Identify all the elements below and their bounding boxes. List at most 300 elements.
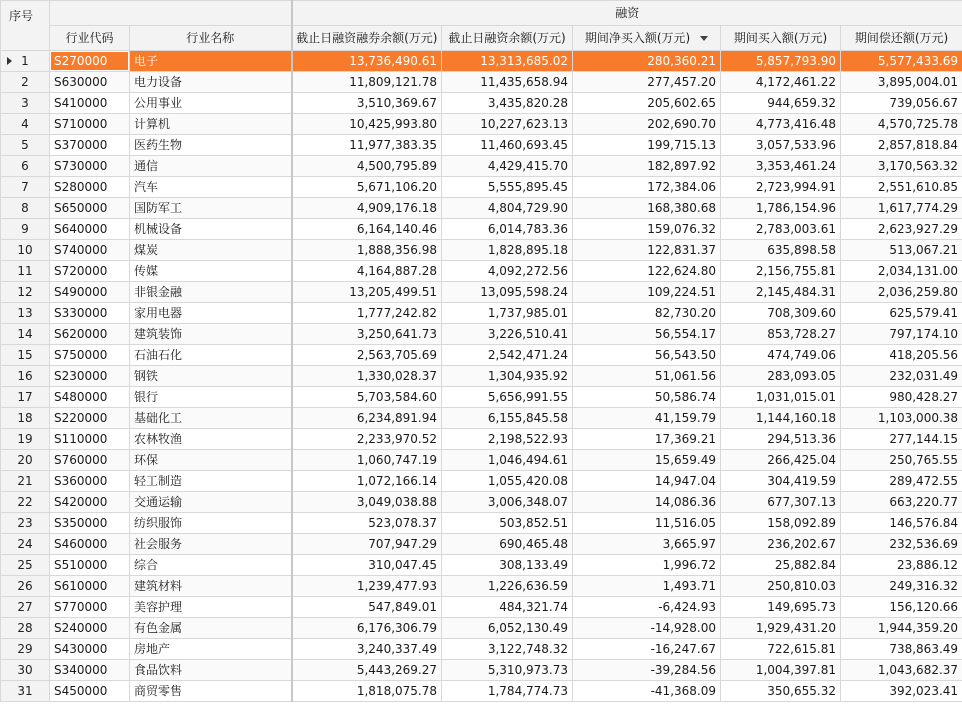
buy-amount-cell[interactable]: 635,898.58 [721,240,841,261]
row-number-cell[interactable] [1,72,50,93]
net-buy-cell[interactable]: 122,831.37 [573,240,721,261]
industry-code-cell[interactable]: S750000 [50,345,130,366]
financing-balance-cell[interactable]: 2,198,522.93 [442,429,573,450]
row-number-cell[interactable] [1,282,50,303]
buy-amount-cell[interactable]: 677,307.13 [721,492,841,513]
buy-amount-cell[interactable]: 2,156,755.81 [721,261,841,282]
financing-balance-cell[interactable]: 1,828,895.18 [442,240,573,261]
net-buy-cell[interactable]: 14,086.36 [573,492,721,513]
row-number-cell[interactable] [1,345,50,366]
net-buy-cell[interactable]: 17,369.21 [573,429,721,450]
margin-balance-cell[interactable]: 1,777,242.82 [292,303,442,324]
table-row[interactable] [1,324,962,345]
row-number-cell[interactable] [1,408,50,429]
margin-balance-cell[interactable]: 11,809,121.78 [292,72,442,93]
row-number-cell[interactable] [1,639,50,660]
industry-code-cell[interactable]: S640000 [50,219,130,240]
buy-amount-cell[interactable]: 1,144,160.18 [721,408,841,429]
repay-amount-cell[interactable]: 3,170,563.32 [841,156,962,177]
industry-name-cell[interactable]: 煤炭 [130,240,292,261]
margin-balance-cell[interactable]: 10,425,993.80 [292,114,442,135]
table-row[interactable] [1,618,962,639]
table-row[interactable] [1,135,962,156]
net-buy-cell[interactable]: -6,424.93 [573,597,721,618]
table-row[interactable] [1,387,962,408]
column-header-industry-code[interactable]: 行业代码 [50,26,130,51]
buy-amount-cell[interactable]: 304,419.59 [721,471,841,492]
margin-balance-cell[interactable]: 310,047.45 [292,555,442,576]
repay-amount-cell[interactable]: 1,944,359.20 [841,618,962,639]
industry-code-cell[interactable]: S350000 [50,513,130,534]
financing-balance-cell[interactable]: 13,313,685.02 [442,51,573,72]
financing-balance-cell[interactable]: 4,092,272.56 [442,261,573,282]
industry-code-cell[interactable]: S410000 [50,93,130,114]
financing-balance-cell[interactable]: 308,133.49 [442,555,573,576]
industry-name-cell[interactable]: 计算机 [130,114,292,135]
row-number-cell[interactable] [1,177,50,198]
table-row[interactable] [1,471,962,492]
net-buy-cell[interactable]: 172,384.06 [573,177,721,198]
repay-amount-cell[interactable]: 1,103,000.38 [841,408,962,429]
row-number-cell[interactable] [1,366,50,387]
net-buy-cell[interactable]: 122,624.80 [573,261,721,282]
buy-amount-cell[interactable]: 25,882.84 [721,555,841,576]
row-number: 24 [17,537,33,551]
net-buy-cell[interactable]: 202,690.70 [573,114,721,135]
repay-amount-cell[interactable]: 663,220.77 [841,492,962,513]
financing-balance-cell[interactable]: 2,542,471.24 [442,345,573,366]
buy-amount-cell[interactable]: 158,092.89 [721,513,841,534]
industry-code-cell[interactable]: S610000 [50,576,130,597]
industry-name-cell[interactable]: 非银金融 [130,282,292,303]
industry-code-cell[interactable]: S760000 [50,450,130,471]
buy-amount-cell[interactable]: 1,929,431.20 [721,618,841,639]
industry-code-cell[interactable]: S220000 [50,408,130,429]
row-number: 6 [21,159,29,173]
net-buy-cell[interactable]: 1,996.72 [573,555,721,576]
repay-amount-cell[interactable]: 1,043,682.37 [841,660,962,681]
table-row[interactable] [1,576,962,597]
row-number: 19 [17,432,33,446]
buy-amount-cell[interactable]: 853,728.27 [721,324,841,345]
table-row[interactable] [1,366,962,387]
buy-amount-cell[interactable]: 2,783,003.61 [721,219,841,240]
financing-balance-cell[interactable]: 503,852.51 [442,513,573,534]
financing-balance-cell[interactable]: 6,052,130.49 [442,618,573,639]
financing-balance-cell[interactable]: 3,006,348.07 [442,492,573,513]
industry-name-cell[interactable]: 电力设备 [130,72,292,93]
net-buy-cell[interactable]: 56,543.50 [573,345,721,366]
table-row[interactable] [1,450,962,471]
financing-balance-cell[interactable]: 6,014,783.36 [442,219,573,240]
sort-descending-icon[interactable] [700,36,708,41]
row-number: 20 [17,453,33,467]
table-row[interactable] [1,261,962,282]
industry-name-cell[interactable]: 建筑装饰 [130,324,292,345]
industry-name-cell[interactable]: 传媒 [130,261,292,282]
margin-balance-cell[interactable]: 1,239,477.93 [292,576,442,597]
margin-balance-cell[interactable]: 1,818,075.78 [292,681,442,702]
financing-balance-cell[interactable]: 3,435,820.28 [442,93,573,114]
financing-balance-cell[interactable]: 11,435,658.94 [442,72,573,93]
row-number-cell[interactable] [1,198,50,219]
industry-name-cell[interactable]: 商贸零售 [130,681,292,702]
industry-name-cell[interactable]: 美容护理 [130,597,292,618]
net-buy-cell[interactable]: 11,516.05 [573,513,721,534]
margin-balance-cell[interactable]: 6,176,306.79 [292,618,442,639]
net-buy-cell[interactable]: 109,224.51 [573,282,721,303]
repay-amount-cell[interactable]: 289,472.55 [841,471,962,492]
net-buy-cell[interactable]: 1,493.71 [573,576,721,597]
repay-amount-cell[interactable]: 2,623,927.29 [841,219,962,240]
repay-amount-cell[interactable]: 3,895,004.01 [841,72,962,93]
margin-balance-cell[interactable]: 4,909,176.18 [292,198,442,219]
financing-balance-cell[interactable]: 4,804,729.90 [442,198,573,219]
financing-balance-cell[interactable]: 1,737,985.01 [442,303,573,324]
row-number-cell[interactable] [1,135,50,156]
buy-amount-cell[interactable]: 149,695.73 [721,597,841,618]
row-number-cell[interactable] [1,93,50,114]
buy-amount-cell[interactable]: 944,659.32 [721,93,841,114]
financing-balance-cell[interactable]: 13,095,598.24 [442,282,573,303]
repay-amount-cell[interactable]: 23,886.12 [841,555,962,576]
margin-balance-cell[interactable]: 3,049,038.88 [292,492,442,513]
financing-balance-cell[interactable]: 5,656,991.55 [442,387,573,408]
repay-amount-cell[interactable]: 2,857,818.84 [841,135,962,156]
row-number-cell[interactable] [1,219,50,240]
table-row[interactable] [1,597,962,618]
buy-amount-cell[interactable]: 722,615.81 [721,639,841,660]
net-buy-cell[interactable]: 14,947.04 [573,471,721,492]
table-row[interactable] [1,492,962,513]
row-number-cell[interactable] [1,534,50,555]
industry-name-cell[interactable]: 有色金属 [130,618,292,639]
row-number-cell[interactable] [1,114,50,135]
row-number-cell[interactable] [1,576,50,597]
net-buy-cell[interactable]: 15,659.49 [573,450,721,471]
column-header-buy-amount[interactable]: 期间买入额(万元) [721,26,841,51]
column-header-repay-amount[interactable]: 期间偿还额(万元) [841,26,962,51]
buy-amount-cell[interactable]: 2,145,484.31 [721,282,841,303]
margin-balance-cell[interactable]: 5,443,269.27 [292,660,442,681]
row-number-cell[interactable] [1,597,50,618]
industry-code-cell[interactable]: S650000 [50,198,130,219]
table-row[interactable] [1,219,962,240]
net-buy-cell[interactable]: 205,602.65 [573,93,721,114]
margin-balance-cell[interactable]: 547,849.01 [292,597,442,618]
industry-code-cell[interactable]: S620000 [50,324,130,345]
industry-name-cell[interactable]: 石油石化 [130,345,292,366]
row-number-cell[interactable] [1,240,50,261]
row-number-cell[interactable] [1,429,50,450]
industry-name-cell[interactable]: 农林牧渔 [130,429,292,450]
header-spacer [50,1,292,26]
repay-amount-cell[interactable]: 146,576.84 [841,513,962,534]
seq-column-header[interactable]: 序号 [1,1,50,51]
industry-code-cell[interactable]: S490000 [50,282,130,303]
row-number: 12 [17,285,33,299]
industry-code-cell[interactable]: S430000 [50,639,130,660]
net-buy-cell[interactable]: 168,380.68 [573,198,721,219]
industry-code-cell[interactable]: S340000 [50,660,130,681]
buy-amount-cell[interactable]: 250,810.03 [721,576,841,597]
margin-balance-cell[interactable]: 523,078.37 [292,513,442,534]
row-number: 22 [17,495,33,509]
net-buy-cell[interactable]: 199,715.13 [573,135,721,156]
industry-code-cell[interactable]: S270000 [50,51,130,72]
industry-name-cell[interactable]: 综合 [130,555,292,576]
table-row[interactable] [1,51,962,72]
repay-amount-cell[interactable]: 738,863.49 [841,639,962,660]
margin-balance-cell[interactable]: 3,250,641.73 [292,324,442,345]
margin-balance-cell[interactable]: 6,164,140.46 [292,219,442,240]
table-row[interactable] [1,429,962,450]
financing-balance-cell[interactable]: 3,122,748.32 [442,639,573,660]
buy-amount-cell[interactable]: 1,004,397.81 [721,660,841,681]
industry-name-cell[interactable]: 通信 [130,156,292,177]
table-row[interactable] [1,534,962,555]
industry-code-cell[interactable]: S110000 [50,429,130,450]
net-buy-cell[interactable]: 82,730.20 [573,303,721,324]
industry-code-cell[interactable]: S360000 [50,471,130,492]
buy-amount-cell[interactable]: 266,425.04 [721,450,841,471]
net-buy-cell[interactable]: 3,665.97 [573,534,721,555]
industry-code-cell[interactable]: S280000 [50,177,130,198]
row-number: 28 [17,621,33,635]
net-buy-cell[interactable]: 56,554.17 [573,324,721,345]
industry-code-cell[interactable]: S450000 [50,681,130,702]
industry-code-cell[interactable]: S240000 [50,618,130,639]
margin-balance-cell[interactable]: 13,205,499.51 [292,282,442,303]
buy-amount-cell[interactable]: 236,202.67 [721,534,841,555]
margin-balance-cell[interactable]: 3,510,369.67 [292,93,442,114]
industry-code-cell[interactable]: S480000 [50,387,130,408]
financing-balance-cell[interactable]: 1,304,935.92 [442,366,573,387]
buy-amount-cell[interactable]: 5,857,793.90 [721,51,841,72]
industry-name-cell[interactable]: 社会服务 [130,534,292,555]
repay-amount-cell[interactable]: 249,316.32 [841,576,962,597]
industry-name-cell[interactable]: 公用事业 [130,93,292,114]
industry-name-cell[interactable]: 纺织服饰 [130,513,292,534]
row-number-cell[interactable] [1,681,50,702]
industry-name-cell[interactable]: 环保 [130,450,292,471]
row-number-cell[interactable] [1,387,50,408]
row-number-cell[interactable] [1,618,50,639]
industry-name-cell[interactable]: 食品饮料 [130,660,292,681]
repay-amount-cell[interactable]: 232,031.49 [841,366,962,387]
margin-balance-cell[interactable]: 5,703,584.60 [292,387,442,408]
table-row[interactable] [1,240,962,261]
financing-balance-cell[interactable]: 5,555,895.45 [442,177,573,198]
row-number-cell[interactable] [1,513,50,534]
table-row[interactable] [1,345,962,366]
column-header-financing-balance[interactable]: 截止日融资余额(万元) [442,26,573,51]
column-header-margin-balance[interactable]: 截止日融资融券余额(万元) [292,26,442,51]
repay-amount-cell[interactable]: 2,551,610.85 [841,177,962,198]
row-number: 1 [21,54,29,68]
financing-balance-cell[interactable]: 4,429,415.70 [442,156,573,177]
repay-amount-cell[interactable]: 797,174.10 [841,324,962,345]
row-number-cell[interactable] [1,555,50,576]
table-row[interactable] [1,555,962,576]
margin-balance-cell[interactable]: 6,234,891.94 [292,408,442,429]
repay-amount-cell[interactable]: 625,579.41 [841,303,962,324]
financing-balance-cell[interactable]: 1,784,774.73 [442,681,573,702]
industry-code-cell[interactable]: S420000 [50,492,130,513]
buy-amount-cell[interactable]: 2,723,994.91 [721,177,841,198]
margin-balance-cell[interactable]: 707,947.29 [292,534,442,555]
industry-name-cell[interactable]: 房地产 [130,639,292,660]
margin-balance-cell[interactable]: 13,736,490.61 [292,51,442,72]
financing-balance-cell[interactable]: 1,046,494.61 [442,450,573,471]
industry-name-cell[interactable]: 建筑材料 [130,576,292,597]
industry-code-cell[interactable]: S330000 [50,303,130,324]
net-buy-cell[interactable]: 50,586.74 [573,387,721,408]
margin-balance-cell[interactable]: 1,888,356.98 [292,240,442,261]
table-row[interactable] [1,198,962,219]
buy-amount-cell[interactable]: 708,309.60 [721,303,841,324]
industry-name-cell[interactable]: 轻工制造 [130,471,292,492]
margin-balance-cell[interactable]: 5,671,106.20 [292,177,442,198]
industry-code-cell[interactable]: S460000 [50,534,130,555]
margin-balance-cell[interactable]: 3,240,337.49 [292,639,442,660]
table-row[interactable] [1,114,962,135]
repay-amount-cell[interactable]: 739,056.67 [841,93,962,114]
row-number-cell[interactable] [1,324,50,345]
row-number-cell[interactable] [1,261,50,282]
industry-name-cell[interactable]: 交通运输 [130,492,292,513]
repay-amount-cell[interactable]: 513,067.21 [841,240,962,261]
financing-balance-cell[interactable]: 484,321.74 [442,597,573,618]
column-header-net-buy[interactable] [573,26,721,51]
repay-amount-cell[interactable]: 277,144.15 [841,429,962,450]
margin-balance-cell[interactable]: 1,072,166.14 [292,471,442,492]
buy-amount-cell[interactable]: 4,773,416.48 [721,114,841,135]
margin-balance-cell[interactable]: 2,563,705.69 [292,345,442,366]
industry-name-cell[interactable]: 机械设备 [130,219,292,240]
industry-code-cell[interactable]: S630000 [50,72,130,93]
repay-amount-cell[interactable]: 232,536.69 [841,534,962,555]
table-row[interactable] [1,156,962,177]
row-number-cell[interactable] [1,492,50,513]
table-row[interactable] [1,639,962,660]
repay-amount-cell[interactable]: 5,577,433.69 [841,51,962,72]
financing-balance-cell[interactable]: 690,465.48 [442,534,573,555]
financing-balance-cell[interactable]: 6,155,845.58 [442,408,573,429]
repay-amount-cell[interactable]: 156,120.66 [841,597,962,618]
row-number-cell[interactable] [1,660,50,681]
column-header-industry-name[interactable]: 行业名称 [130,26,292,51]
margin-balance-cell[interactable]: 11,977,383.35 [292,135,442,156]
row-number-cell[interactable] [1,450,50,471]
industry-name-cell[interactable]: 医药生物 [130,135,292,156]
repay-amount-cell[interactable]: 4,570,725.78 [841,114,962,135]
row-number-cell[interactable] [1,156,50,177]
repay-amount-cell[interactable]: 392,023.41 [841,681,962,702]
buy-amount-cell[interactable]: 4,172,461.22 [721,72,841,93]
buy-amount-cell[interactable]: 1,786,154.96 [721,198,841,219]
industry-code-cell[interactable]: S770000 [50,597,130,618]
row-number: 5 [21,138,29,152]
table-row[interactable] [1,681,962,702]
net-buy-cell[interactable]: 277,457.20 [573,72,721,93]
industry-code-cell[interactable]: S710000 [50,114,130,135]
table-row[interactable] [1,660,962,681]
net-buy-cell[interactable]: -41,368.09 [573,681,721,702]
buy-amount-cell[interactable]: 3,353,461.24 [721,156,841,177]
margin-balance-cell[interactable]: 2,233,970.52 [292,429,442,450]
table-row[interactable] [1,303,962,324]
buy-amount-cell[interactable]: 1,031,015.01 [721,387,841,408]
row-number-cell[interactable] [1,51,50,72]
financing-balance-cell[interactable]: 1,055,420.08 [442,471,573,492]
row-number-cell[interactable] [1,471,50,492]
net-buy-cell[interactable]: 159,076.32 [573,219,721,240]
industry-code-cell[interactable]: S510000 [50,555,130,576]
net-buy-cell[interactable]: -14,928.00 [573,618,721,639]
margin-balance-cell[interactable]: 1,330,028.37 [292,366,442,387]
financing-balance-cell[interactable]: 11,460,693.45 [442,135,573,156]
net-buy-cell[interactable]: 51,061.56 [573,366,721,387]
buy-amount-cell[interactable]: 283,093.05 [721,366,841,387]
repay-amount-cell[interactable]: 980,428.27 [841,387,962,408]
industry-name-cell[interactable]: 基础化工 [130,408,292,429]
industry-name-cell[interactable]: 汽车 [130,177,292,198]
margin-balance-cell[interactable]: 1,060,747.19 [292,450,442,471]
industry-code-cell[interactable]: S370000 [50,135,130,156]
row-number-cell[interactable] [1,303,50,324]
margin-balance-cell[interactable]: 4,500,795.89 [292,156,442,177]
industry-name-cell[interactable]: 国防军工 [130,198,292,219]
net-buy-cell[interactable]: -39,284.56 [573,660,721,681]
repay-amount-cell[interactable]: 2,034,131.00 [841,261,962,282]
repay-amount-cell[interactable]: 1,617,774.29 [841,198,962,219]
industry-code-cell[interactable]: S730000 [50,156,130,177]
industry-name-cell[interactable]: 家用电器 [130,303,292,324]
net-buy-cell[interactable]: -16,247.67 [573,639,721,660]
industry-code-cell[interactable]: S740000 [50,240,130,261]
margin-balance-cell[interactable]: 4,164,887.28 [292,261,442,282]
financing-balance-cell[interactable]: 10,227,623.13 [442,114,573,135]
industry-name-cell[interactable]: 电子 [130,51,292,72]
table-row[interactable] [1,72,962,93]
net-buy-cell[interactable]: 182,897.92 [573,156,721,177]
industry-code-cell[interactable]: S230000 [50,366,130,387]
net-buy-cell[interactable]: 41,159.79 [573,408,721,429]
table-row[interactable] [1,177,962,198]
repay-amount-cell[interactable]: 418,205.56 [841,345,962,366]
table-row[interactable] [1,408,962,429]
financing-balance-cell[interactable]: 5,310,973.73 [442,660,573,681]
industry-code-cell[interactable]: S720000 [50,261,130,282]
buy-amount-cell[interactable]: 3,057,533.96 [721,135,841,156]
row-number: 21 [17,474,33,488]
financing-balance-cell[interactable]: 3,226,510.41 [442,324,573,345]
buy-amount-cell[interactable]: 294,513.36 [721,429,841,450]
buy-amount-cell[interactable]: 474,749.06 [721,345,841,366]
industry-name-cell[interactable]: 钢铁 [130,366,292,387]
industry-name-cell[interactable]: 银行 [130,387,292,408]
repay-amount-cell[interactable]: 250,765.55 [841,450,962,471]
financing-balance-cell[interactable]: 1,226,636.59 [442,576,573,597]
table-row[interactable] [1,282,962,303]
table-row[interactable] [1,93,962,114]
table-row[interactable] [1,513,962,534]
net-buy-cell[interactable]: 280,360.21 [573,51,721,72]
buy-amount-cell[interactable]: 350,655.32 [721,681,841,702]
repay-amount-cell[interactable]: 2,036,259.80 [841,282,962,303]
row-number: 7 [21,180,29,194]
